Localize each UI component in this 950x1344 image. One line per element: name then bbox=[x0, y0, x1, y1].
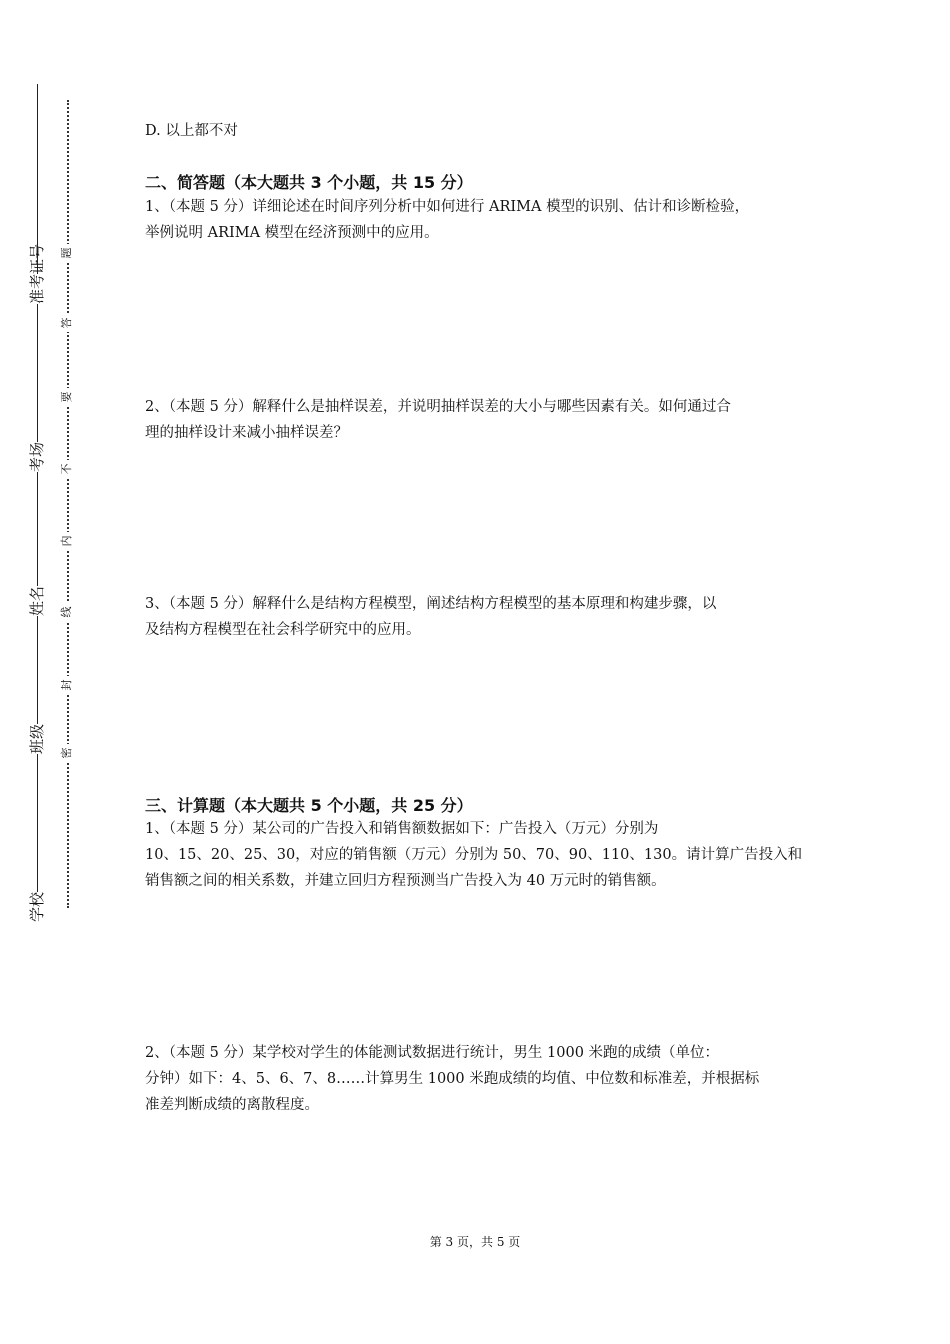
seal-dotted-line bbox=[67, 100, 69, 908]
question-line: 及结构方程模型在社会科学研究中的应用。 bbox=[145, 622, 421, 638]
question-line: 10、15、20、25、30，对应的销售额（万元）分别为 50、70、90、110、130。请计算广告投入和 bbox=[145, 847, 803, 863]
option-d: D. 以上都不对 bbox=[145, 123, 238, 139]
name-label: 姓名 bbox=[28, 585, 46, 616]
question-line: 2、（本题 5 分）解释什么是抽样误差，并说明抽样误差的大小与哪些因素有关。如何通过合 bbox=[145, 399, 731, 415]
seal-char: 密 bbox=[60, 744, 74, 762]
school-label: 学校 bbox=[28, 891, 46, 922]
question-line: 2、（本题 5 分）某学校对学生的体能测试数据进行统计，男生 1000 米跑的成绩（单位： bbox=[145, 1045, 720, 1061]
question-line: 销售额之间的相关系数，并建立回归方程预测当广告投入为 40 万元时的销售额。 bbox=[145, 873, 666, 889]
seal-char: 线 bbox=[60, 603, 74, 621]
question-line: 举例说明 ARIMA 模型在经济预测中的应用。 bbox=[145, 225, 439, 241]
question-2-2 bbox=[145, 394, 825, 446]
section2-heading: 二、简答题（本大题共 3 个小题，共 15 分） bbox=[145, 173, 473, 192]
question-line: 分钟）如下：4、5、6、7、8……计算男生 1000 米跑成绩的均值、中位数和标准差，并根据标 bbox=[145, 1071, 760, 1087]
question-2-3 bbox=[145, 591, 825, 643]
question-line: 准差判断成绩的离散程度。 bbox=[145, 1097, 319, 1113]
question-line: 3、（本题 5 分）解释什么是结构方程模型，阐述结构方程模型的基本原理和构建步骤，以 bbox=[145, 596, 717, 612]
section3-heading: 三、计算题（本大题共 5 个小题，共 25 分） bbox=[145, 796, 473, 815]
seal-char: 要 bbox=[60, 388, 74, 406]
class-label: 班级 bbox=[28, 723, 46, 754]
question-2-1 bbox=[145, 194, 825, 246]
page-footer: 第 3 页，共 5 页 bbox=[429, 1235, 521, 1249]
binding-solid-line bbox=[37, 84, 38, 920]
binding-margin bbox=[0, 0, 90, 1344]
exam-id-label: 准考证号 bbox=[28, 243, 46, 304]
question-3-2 bbox=[145, 1040, 825, 1118]
question-3-1 bbox=[145, 816, 825, 894]
question-line: 1、（本题 5 分）详细论述在时间序列分析中如何进行 ARIMA 模型的识别、估计和诊断检验， bbox=[145, 199, 750, 215]
seal-char: 不 bbox=[60, 460, 74, 478]
exam-room-label: 考场 bbox=[28, 441, 46, 472]
seal-char: 内 bbox=[60, 532, 74, 550]
question-line: 理的抽样设计来减小抽样误差？ bbox=[145, 425, 348, 441]
seal-char: 题 bbox=[60, 244, 74, 262]
seal-char: 答 bbox=[60, 314, 74, 332]
seal-char: 封 bbox=[60, 676, 74, 694]
question-line: 1、（本题 5 分）某公司的广告投入和销售额数据如下：广告投入（万元）分别为 bbox=[145, 821, 659, 837]
